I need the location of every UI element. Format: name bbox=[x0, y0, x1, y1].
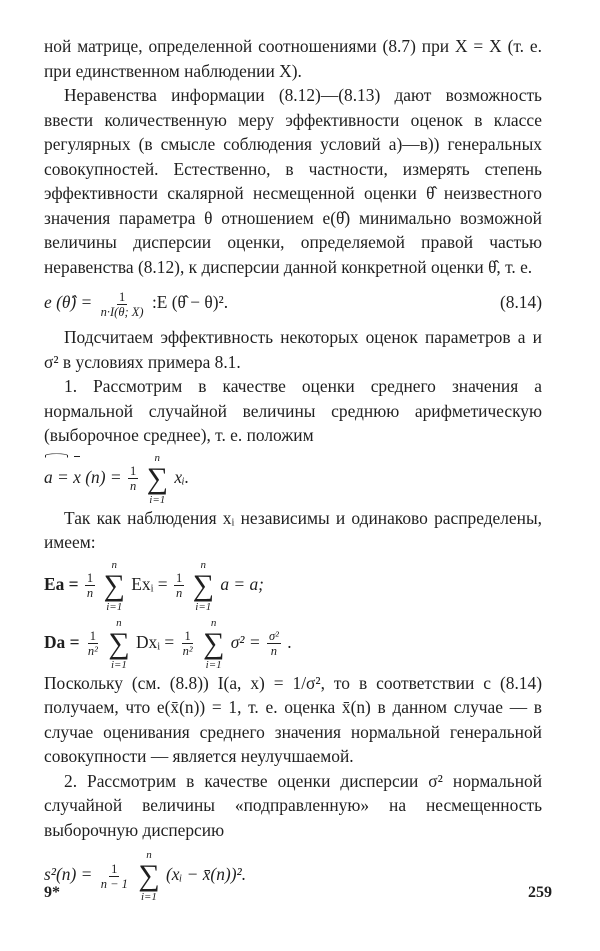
formula-variance bbox=[44, 613, 542, 671]
fraction-numerator: 1 bbox=[129, 464, 137, 478]
fraction-numerator: 1 bbox=[118, 289, 126, 304]
formula-sample-mean bbox=[44, 448, 542, 506]
sum-upper-limit: n bbox=[146, 849, 152, 861]
formula-8-14-fraction bbox=[99, 290, 146, 319]
summation-sign: n ∑ i=1 bbox=[146, 451, 168, 506]
formula-d-fraction-3 bbox=[267, 629, 281, 658]
summation-sign: n ∑ i=1 bbox=[138, 849, 160, 903]
fraction-denominator: n bbox=[270, 644, 278, 658]
sum-lower-limit: i=1 bbox=[205, 658, 222, 671]
summation-sign: n ∑ i=1 bbox=[108, 616, 130, 671]
sum-upper-limit: n bbox=[154, 451, 161, 464]
formula-mean-fraction bbox=[128, 464, 138, 493]
formula-d-term-2: σ² = bbox=[230, 631, 261, 652]
formula-mean-mid: (n) = bbox=[85, 466, 122, 487]
paragraph-item-2: 2. Рассмотрим в качестве оценки дисперсии σ² нормальной случайной величины «подправленную» на несмещенность выборочную дисперсию bbox=[44, 770, 542, 840]
sum-lower-limit: i=1 bbox=[140, 891, 157, 903]
formula-mean-term: xᵢ. bbox=[174, 466, 190, 487]
page-body bbox=[44, 34, 542, 906]
fraction-numerator: 1 bbox=[89, 629, 96, 643]
sum-lower-limit: i=1 bbox=[149, 493, 166, 506]
sum-upper-limit: n bbox=[111, 558, 117, 571]
formula-mean-lhs: a = bbox=[44, 448, 69, 506]
sum-upper-limit: n bbox=[200, 558, 207, 571]
sum-lower-limit: i=1 bbox=[110, 658, 127, 671]
paragraph-item-1: 1. Рассмотрим в качестве оценки среднего значения a нормальной случайной величины среднюю арифметическую (выборочное среднее), т. е. положим bbox=[44, 376, 542, 445]
formula-8-14-rhs: :E (θ̂ − θ)². bbox=[151, 292, 229, 312]
sum-upper-limit: n bbox=[210, 616, 217, 629]
paragraph-independence: Так как наблюдения xᵢ независимы и одинаково распределены, имеем: bbox=[44, 507, 542, 552]
sum-upper-limit: n bbox=[116, 616, 122, 629]
formula-expectation bbox=[44, 555, 542, 613]
fraction-numerator: 1 bbox=[175, 571, 183, 585]
formula-s2-fraction bbox=[99, 862, 130, 891]
sum-lower-limit: i=1 bbox=[106, 600, 123, 613]
paragraph-efficiency-result: Поскольку (см. (8.8)) I(a, x) = 1/σ², то в соответствии с (8.14) получаем, что e(x̄(n)) = 1, т. е. оценка x̄(n) в данном случае — в случае оценивания среднего значения нормальной генеральной совокупности — является неулучшаемой. bbox=[44, 672, 542, 766]
sum-lower-limit: i=1 bbox=[195, 600, 212, 613]
fraction-denominator: n·I(θ; X) bbox=[100, 304, 144, 319]
summation-sign: n ∑ i=1 bbox=[103, 558, 125, 613]
fraction-numerator: σ² bbox=[268, 629, 279, 643]
summation-sign: n ∑ i=1 bbox=[192, 558, 214, 613]
fraction-denominator: n bbox=[86, 586, 94, 600]
formula-d-tail: . bbox=[287, 631, 292, 652]
formula-e-lhs: Ea = bbox=[44, 573, 79, 594]
formula-s2-term: (xᵢ − x̄(n))². bbox=[166, 864, 247, 884]
fraction-denominator: n bbox=[175, 586, 183, 600]
page-number: 259 bbox=[528, 884, 552, 901]
formula-d-lhs: Da = bbox=[44, 631, 80, 652]
formula-e-term-1: Exᵢ = bbox=[131, 573, 168, 594]
summation-sign: n ∑ i=1 bbox=[202, 616, 225, 671]
formula-sample-variance bbox=[44, 842, 542, 906]
formula-8-14-lhs: e (θ̂) = bbox=[44, 292, 93, 312]
fraction-denominator: n bbox=[129, 479, 137, 493]
formula-e-fraction-1 bbox=[85, 571, 95, 600]
fraction-numerator: 1 bbox=[111, 861, 118, 876]
fraction-numerator: 1 bbox=[86, 571, 94, 585]
formula-e-fraction-2 bbox=[174, 571, 184, 600]
fraction-numerator: 1 bbox=[184, 629, 191, 643]
formula-d-term-1: Dxᵢ = bbox=[135, 631, 175, 652]
formula-8-14 bbox=[44, 279, 542, 325]
formula-mean-xbar: x bbox=[73, 448, 81, 506]
formula-d-fraction-2 bbox=[181, 629, 195, 658]
formula-e-term-2: a = a; bbox=[220, 573, 264, 594]
paragraph-compute-efficiency: Подсчитаем эффективность некоторых оценок параметров a и σ² в условиях примера 8.1. bbox=[44, 327, 542, 372]
paragraph-continuation: ной матрице, определенной соотношениями (8.7) при X = X (т. е. при единственном наблюдении X). bbox=[44, 36, 542, 81]
fraction-denominator: n − 1 bbox=[100, 876, 128, 891]
fraction-denominator: n² bbox=[87, 644, 98, 658]
formula-s2-lhs: s²(n) = bbox=[44, 864, 93, 884]
equation-number: (8.14) bbox=[499, 292, 542, 312]
fraction-denominator: n² bbox=[182, 644, 193, 658]
signature-mark: 9* bbox=[44, 884, 60, 901]
paragraph-efficiency-definition: Неравенства информации (8.12)—(8.13) дают возможность ввести количественную меру эффективности оценок в классе регулярных (в смысле соблюдения условий а)—в)) генеральных совокупностей. Естественно, в частности, измерять степень эффективности скалярной несмещенной оценки θ̂ неизвестного значения параметра θ отношением e(θ̂) минимально возможной величины дисперсии оценки, определяемой правой частью неравенства (8.12), к дисперсии данной конкретной оценки θ̂, т. е. bbox=[44, 85, 542, 277]
formula-d-fraction-1 bbox=[86, 629, 100, 658]
